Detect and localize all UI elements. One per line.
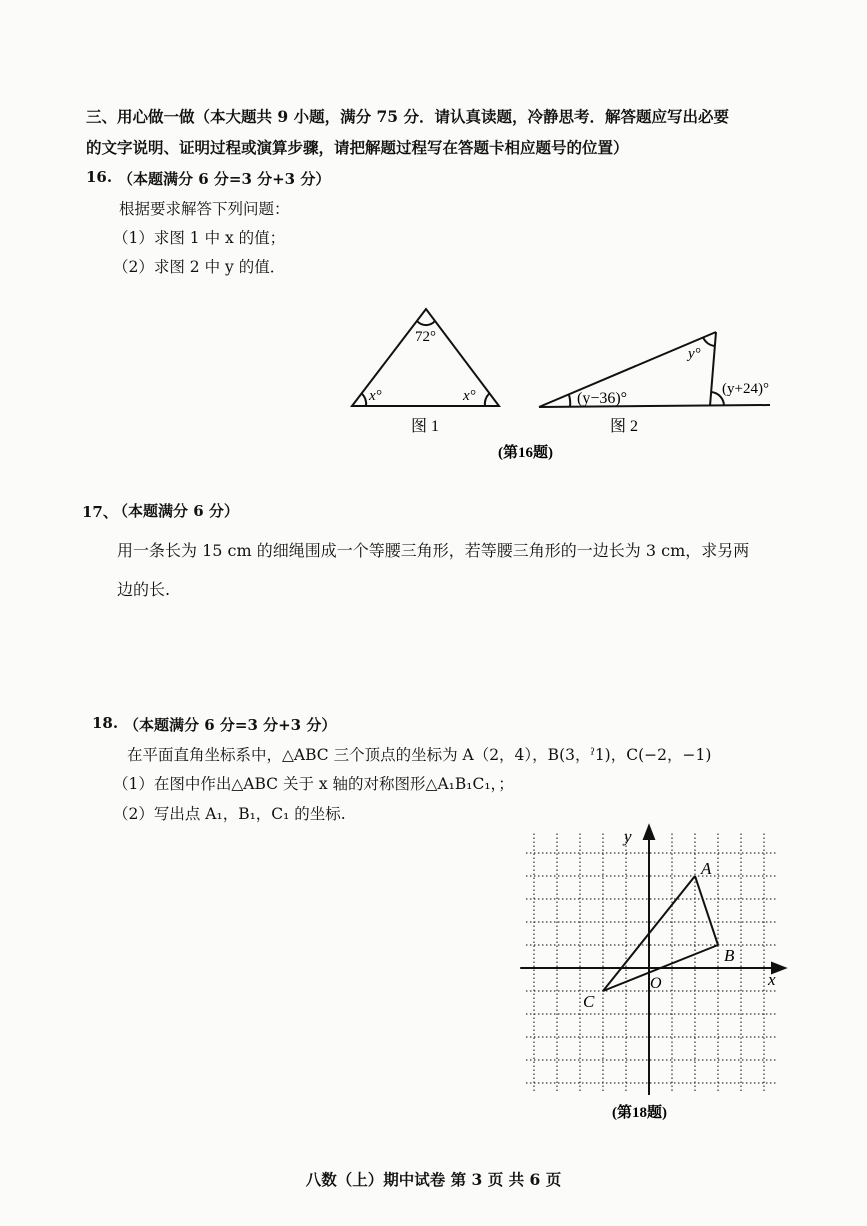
q18-intro: 在平面直角坐标系中，△ABC 三个顶点的坐标为 A（2，4），B(3，ˀ1)，C(−2，−1) [127,746,712,764]
y-axis-arrow [644,826,654,839]
axes [520,826,785,1095]
triangle-side-ab [695,876,718,945]
triangle-abc [603,876,718,991]
section-instructions: 的文字说明、证明过程或演算步骤，请把解题过程写在答题卡相应题号的位置） [86,138,629,157]
section-heading: 三、用心做一做（本大题共 9 小题，满分 75 分．请认真读题，冷静思考．解答题应写出必要 [86,107,729,126]
q18-number: 18. [92,714,119,732]
q16-caption: (第16题) [498,445,553,461]
q16-part1: （1）求图 1 中 x 的值； [113,229,286,247]
point-label-b: B [724,946,735,965]
point-label-a: A [701,859,712,878]
q18-part2: （2）写出点 A₁，B₁，C₁ 的坐标. [113,805,346,823]
q16-part2: （2）求图 2 中 y 的值． [113,258,286,276]
q18-part1: （1）在图中作出△ABC 关于 x 轴的对称图形△A₁B₁C₁，； [113,775,514,793]
fig2-left-angle: (y−36)° [577,390,628,407]
q16-intro: 根据要求解答下列问题： [119,200,290,218]
x-axis-label: x [768,970,776,989]
page-footer: 八数（上）期中试卷 第 3 页 共 6 页 [305,1170,562,1189]
fig1-top-angle: 72° [415,329,436,345]
q17-line2: 边的长. [117,580,171,599]
fig2-label: 图 2 [610,418,639,435]
grid-lines [526,833,776,1093]
fig1-label: 图 1 [411,418,440,435]
origin-label: O [650,975,662,992]
q17-number: 17、 [82,503,118,521]
fig1-left-angle: x° [369,388,382,404]
fig2-ext-angle: (y+24)° [722,381,769,397]
q17-points: （本题满分 6 分） [113,502,239,520]
q17-line1: 用一条长为 15 cm 的细绳围成一个等腰三角形，若等腰三角形的一边长为 3 cm，求另两 [117,541,750,560]
y-axis-label: y [624,827,632,846]
q16-number: 16. [86,168,113,186]
fig2-top-angle: y° [688,346,701,362]
q18-caption: (第18题) [612,1105,667,1121]
point-label-c: C [583,992,595,1011]
q16-points: （本题满分 6 分=3 分+3 分） [118,170,331,188]
q18-points: （本题满分 6 分=3 分+3 分） [124,716,337,734]
fig1-right-angle: x° [463,388,476,404]
